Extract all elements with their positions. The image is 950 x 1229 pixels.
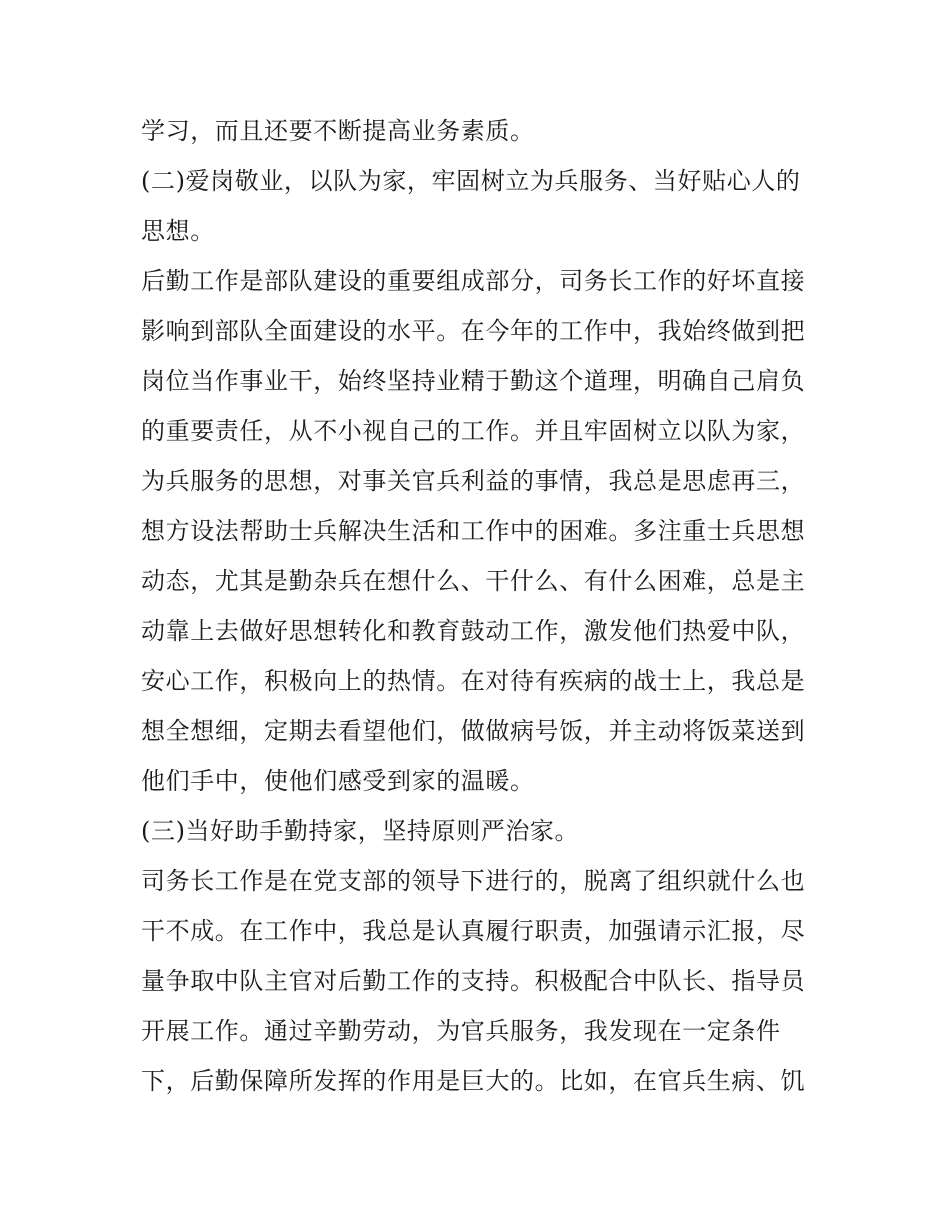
text-line-4: 后勤工作是部队建设的重要组成部分，司务长工作的好坏直接 bbox=[141, 267, 806, 295]
text-line-7: 的重要责任，从不小视自己的工作。并且牢固树立以队为家， bbox=[141, 417, 806, 445]
text-line-14: 他们手中，使他们感受到家的温暖。 bbox=[141, 767, 535, 795]
text-line-10: 动态，尤其是勤杂兵在想什么、干什么、有什么困难，总是主 bbox=[141, 567, 806, 595]
text-line-17: 干不成。在工作中，我总是认真履行职责，加强请示汇报，尽 bbox=[141, 917, 806, 945]
text-line-2: (二)爱岗敬业，以队为家，牢固树立为兵服务、当好贴心人的 bbox=[141, 167, 801, 195]
text-line-1: 学习，而且还要不断提高业务素质。 bbox=[141, 117, 535, 145]
text-line-19: 开展工作。通过辛勤劳动，为官兵服务，我发现在一定条件 bbox=[141, 1017, 781, 1045]
text-line-5: 影响到部队全面建设的水平。在今年的工作中，我始终做到把 bbox=[141, 317, 806, 345]
text-line-18: 量争取中队主官对后勤工作的支持。积极配合中队长、指导员 bbox=[141, 967, 806, 995]
text-line-3: 思想。 bbox=[141, 217, 215, 245]
text-line-13: 想全想细，定期去看望他们，做做病号饭，并主动将饭菜送到 bbox=[141, 717, 806, 745]
text-line-12: 安心工作，积极向上的热情。在对待有疾病的战士上，我总是 bbox=[141, 667, 806, 695]
text-line-15: (三)当好助手勤持家，坚持原则严治家。 bbox=[141, 817, 580, 845]
text-line-9: 想方设法帮助士兵解决生活和工作中的困难。多注重士兵思想 bbox=[141, 517, 806, 545]
text-line-16: 司务长工作是在党支部的领导下进行的，脱离了组织就什么也 bbox=[141, 867, 806, 895]
text-line-20: 下，后勤保障所发挥的作用是巨大的。比如，在官兵生病、饥 bbox=[141, 1067, 806, 1095]
text-line-6: 岗位当作事业干，始终坚持业精于勤这个道理，明确自己肩负 bbox=[141, 367, 806, 395]
text-line-8: 为兵服务的思想，对事关官兵利益的事情，我总是思虑再三， bbox=[141, 467, 806, 495]
text-line-11: 动靠上去做好思想转化和教育鼓动工作，激发他们热爱中队， bbox=[141, 617, 806, 645]
